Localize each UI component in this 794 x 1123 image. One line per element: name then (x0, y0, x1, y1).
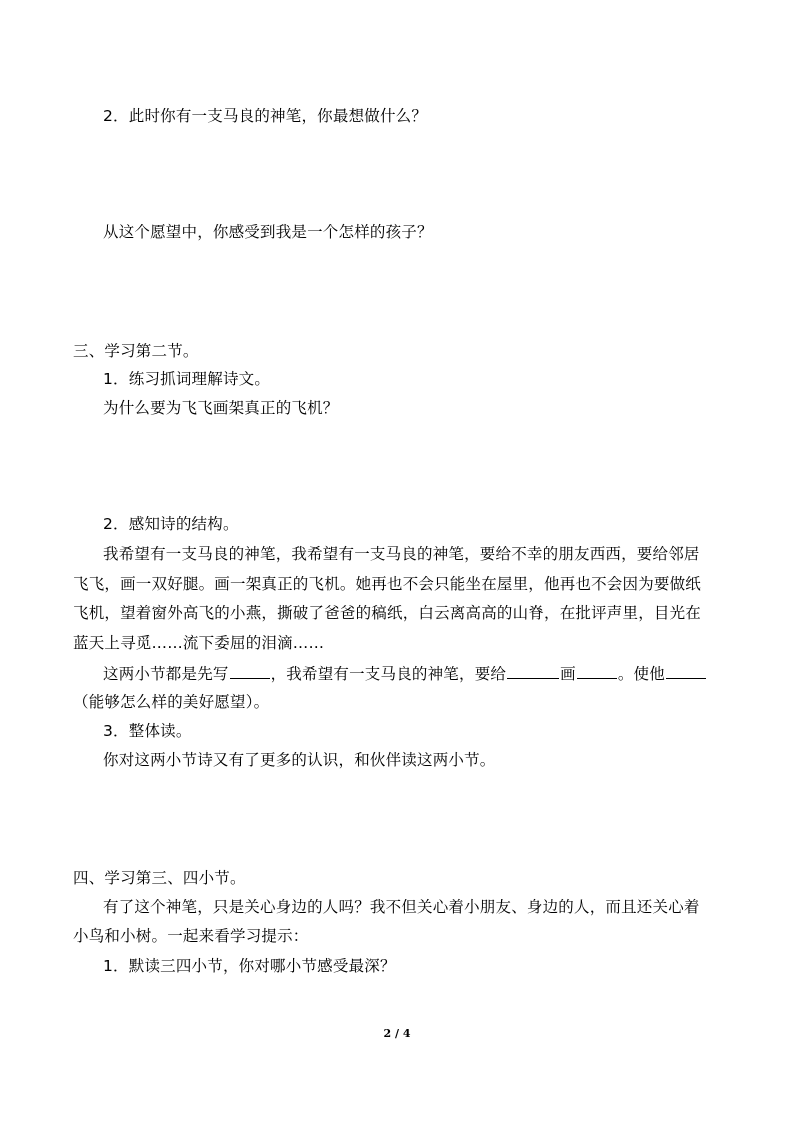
poem-text-line-3: 飞机，望着窗外高飞的小燕，撕破了爸爸的稿纸，白云离高高的山脊，在批评声里，目光在 (73, 604, 702, 622)
fill-in-blank-line (103, 662, 707, 684)
fill-text-part-3: 画 (560, 665, 576, 683)
section-4-text-line-2: 小鸟和小树。一起来看学习提示： (73, 927, 309, 945)
poem-text-line-4: 蓝天上寻觅……流下委屈的泪滴…… (73, 634, 325, 652)
answer-blank-2[interactable] (507, 662, 559, 679)
poem-text-line-1: 我希望有一支马良的神笔，我希望有一支马良的神笔，要给不幸的朋友西西，要给邻居 (103, 545, 700, 563)
section-4-text-line-1: 有了这个神笔，只是关心身边的人吗？我不但关心着小朋友、身边的人，而且还关心着 (103, 898, 700, 916)
fill-text-part-4: 。使他 (617, 665, 665, 683)
page-number: 2 / 4 (383, 1027, 411, 1040)
section-3-title: 三、学习第二节。 (73, 342, 199, 360)
answer-blank-3[interactable] (577, 662, 617, 679)
answer-blank-1[interactable] (230, 662, 270, 679)
section-3-item-3: 3．整体读。 (103, 722, 192, 740)
fill-text-part-2: ，我希望有一支马良的神笔，要给 (270, 665, 507, 683)
answer-blank-4[interactable] (666, 662, 706, 679)
fill-in-blank-hint: （能够怎么样的美好愿望）。 (73, 693, 270, 711)
question-2-followup: 从这个愿望中，你感受到我是一个怎样的孩子？ (103, 223, 433, 241)
section-3-item-2: 2．感知诗的结构。 (103, 515, 239, 533)
question-2: 2．此时你有一支马良的神笔，你最想做什么？ (103, 107, 428, 125)
poem-text-line-2: 飞飞，画一双好腿。画一架真正的飞机。她再也不会只能坐在屋里，他再也不会因为要做纸 (73, 575, 702, 593)
section-3-item-1: 1．练习抓词理解诗文。 (103, 370, 271, 388)
section-4-item-1: 1．默读三四小节，你对哪小节感受最深？ (103, 957, 396, 975)
section-4-title: 四、学习第三、四小节。 (73, 869, 246, 887)
section-3-item-3-text: 你对这两小节诗又有了更多的认识，和伙伴读这两小节。 (103, 751, 496, 769)
fill-text-part-1: 这两小节都是先写 (103, 665, 229, 683)
section-3-item-1-question: 为什么要为飞飞画架真正的飞机？ (103, 399, 339, 417)
